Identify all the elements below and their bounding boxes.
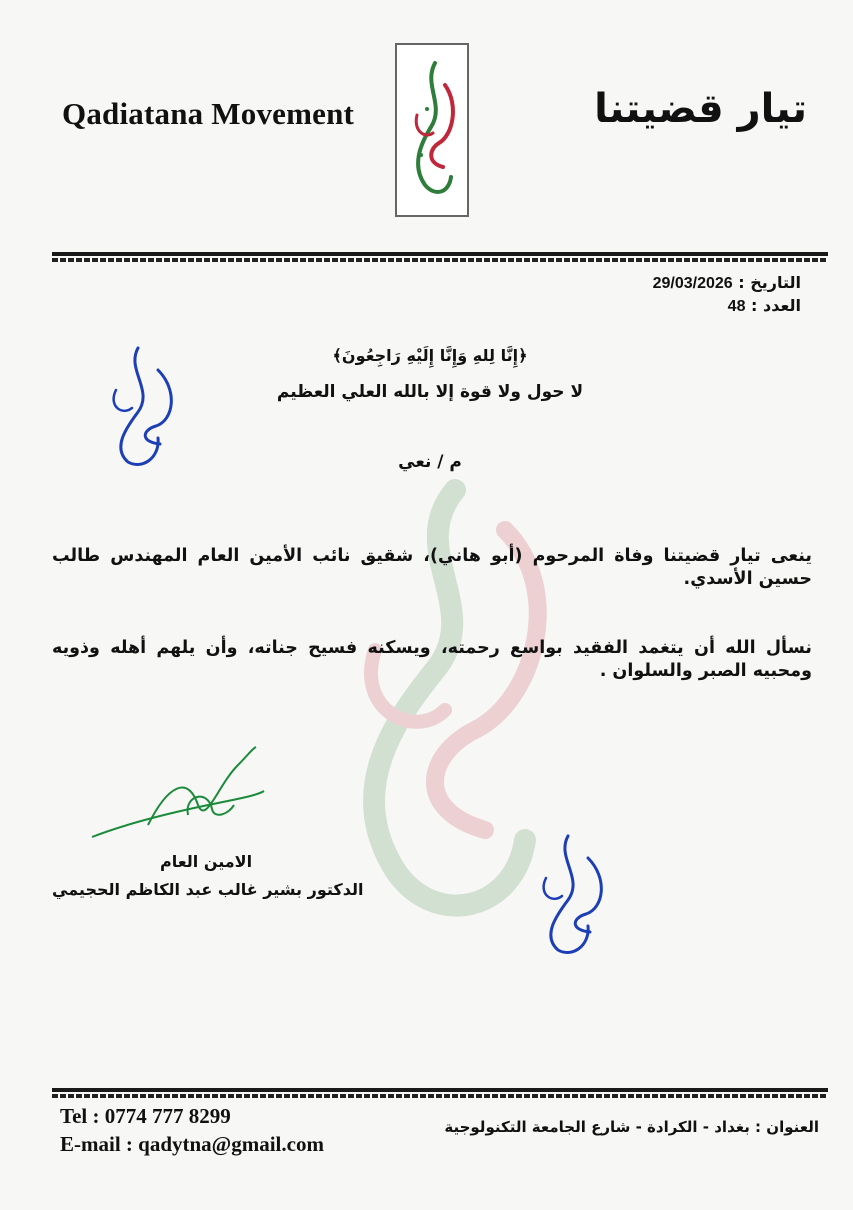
calligraphy-logo <box>397 45 467 215</box>
quran-verse: ﴿إِنَّا لِلهِ وَإِنَّا إِلَيْهِ رَاجِعُونَ﴾ <box>332 346 528 365</box>
signatory-title: الامين العام <box>160 852 253 871</box>
header-title-en: Qadiatana Movement <box>62 96 355 131</box>
stamp-bottom <box>528 828 628 958</box>
header-divider-pattern <box>52 258 828 262</box>
number-line <box>653 295 801 318</box>
body-paragraph-2: نسأل الله أن يتغمد الفقيد بواسع رحمته، ويسكنه فسيح جناته، وأن يلهم أهله وذويه ومحبيه الصبر والسلوان . <box>52 638 812 681</box>
footer-address: العنوان : بغداد - الكرادة - شارع الجامعة التكنولوجية <box>444 1118 819 1136</box>
footer-divider <box>52 1088 828 1092</box>
signatory-name: الدكتور بشير غالب عبد الكاظم الحجيمي <box>52 880 364 899</box>
number-value: 48 <box>727 298 746 315</box>
date-label: التاريخ : <box>738 273 801 292</box>
handwritten-signature <box>88 745 268 845</box>
header-title-ar: تيار قضيتنا <box>594 86 807 132</box>
letter-subject: م / نعي <box>398 452 462 472</box>
letter-meta <box>653 272 801 318</box>
body-paragraph-1: ينعى تيار قضيتنا وفاة المرحوم (أبو هاني)، شقيق نائب الأمين العام المهندس طالب حسين الأسدي. <box>52 546 812 589</box>
logo-frame <box>395 43 469 217</box>
date-line <box>653 272 801 295</box>
number-label: العدد : <box>751 296 801 315</box>
footer-phone: Tel : 0774 777 8299 <box>60 1104 231 1128</box>
hawqala-line: لا حول ولا قوة إلا بالله العلي العظيم <box>276 382 584 402</box>
header-divider <box>52 252 828 256</box>
date-value: 29/03/2026 <box>652 275 733 292</box>
footer-divider-pattern <box>52 1094 828 1098</box>
footer-email: E-mail : qadytna@gmail.com <box>60 1132 324 1156</box>
